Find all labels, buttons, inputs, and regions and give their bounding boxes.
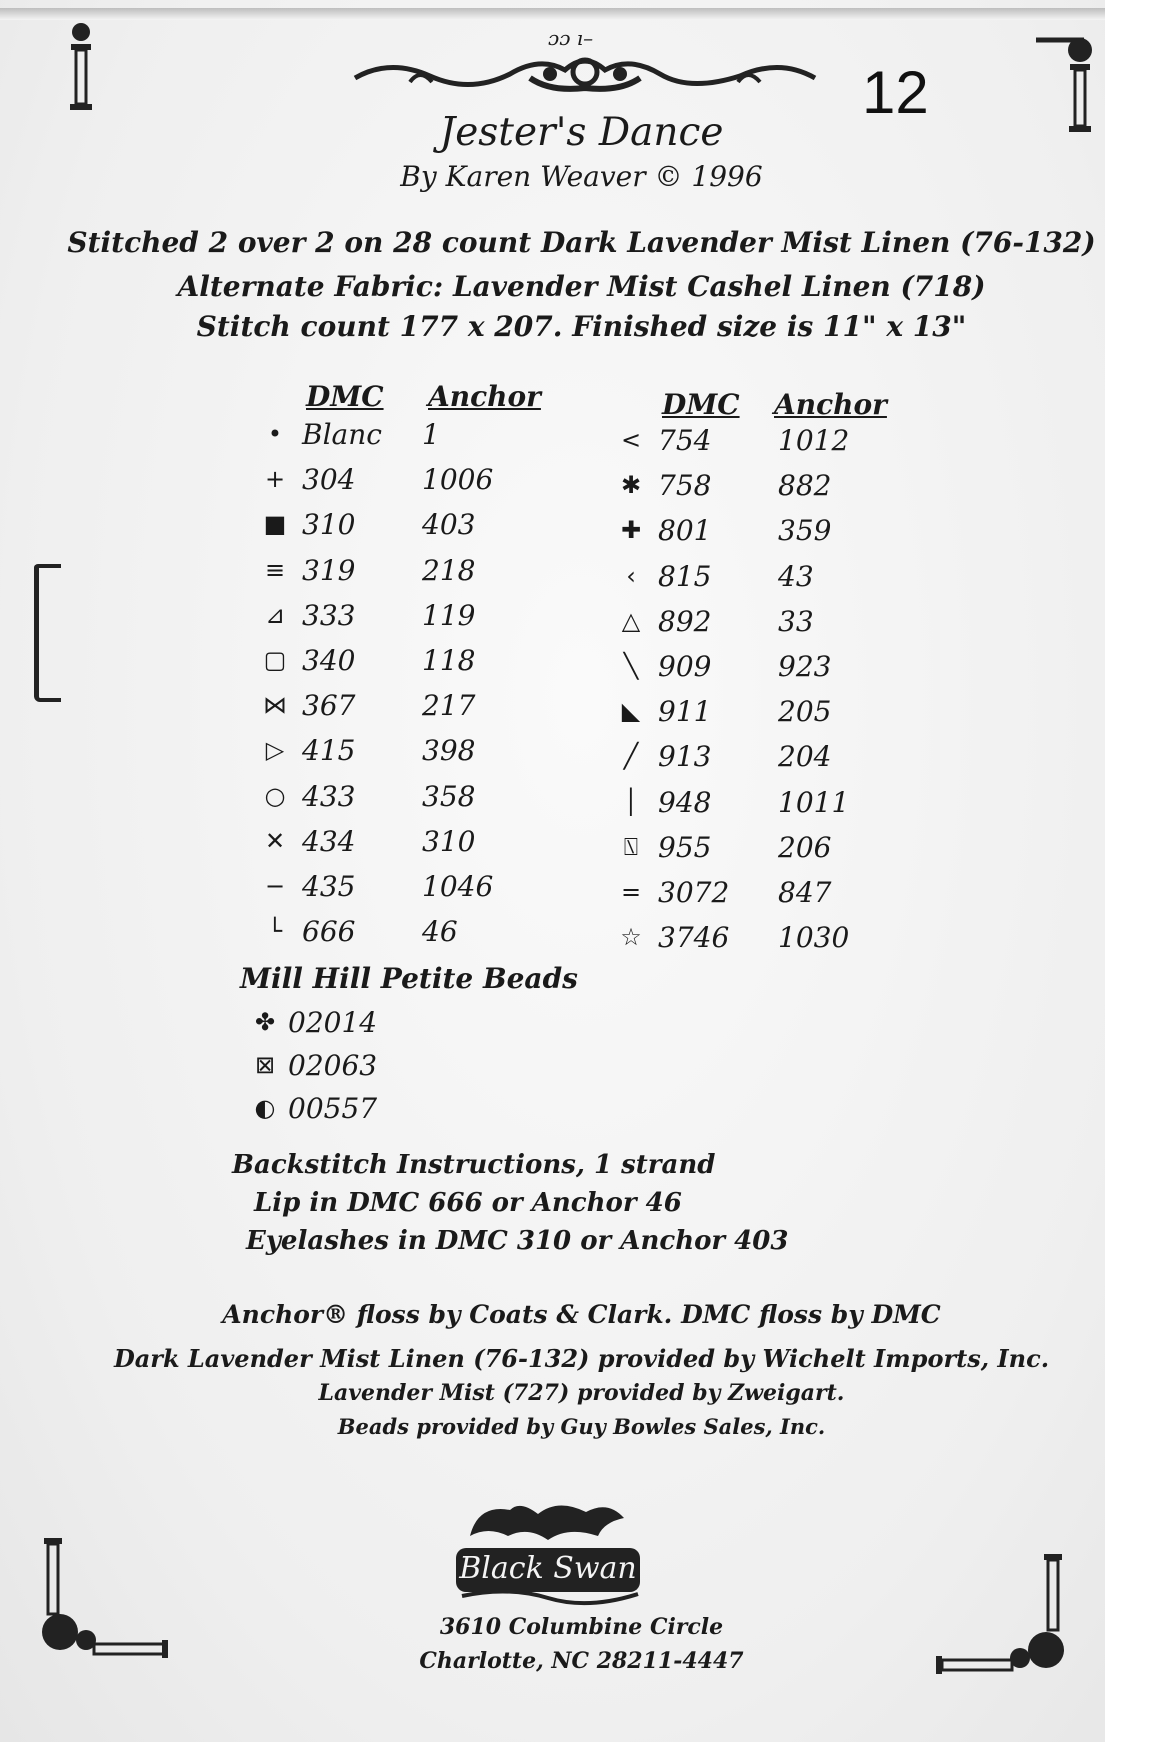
dmc-number: 3072 (658, 876, 730, 909)
stitch-symbol-icon: ⋈ (263, 691, 287, 720)
stitch-symbol-icon: ✚ (620, 516, 642, 545)
stitch-symbol-icon: ╱ (623, 742, 639, 771)
anchor-number: 33 (778, 604, 814, 638)
handwritten-page-number: 12 (862, 59, 929, 126)
dmc-number: 911 (658, 695, 712, 729)
dmc-number: 415 (302, 734, 356, 768)
anchor-number: 205 (778, 695, 832, 729)
dmc-number: 666 (302, 915, 356, 949)
fabric-info-line: Stitched 2 over 2 on 28 count Dark Lavender Mist Linen (76-132) (67, 226, 1096, 259)
handwritten-bracket-mark (34, 564, 61, 702)
bead-symbol-icon: ⊠ (254, 1051, 276, 1079)
backstitch-line: Eyelashes in DMC 310 or Anchor 403 (246, 1226, 789, 1256)
anchor-number: 204 (778, 740, 832, 774)
stitch-symbol-icon: ⊿ (264, 600, 286, 629)
anchor-number: 1030 (778, 921, 850, 955)
anchor-number: 206 (778, 830, 832, 864)
stitch-symbol-icon: • (267, 420, 283, 448)
dmc-number: 758 (658, 469, 712, 503)
bead-number: 00557 (288, 1092, 378, 1125)
stitch-symbol-icon: ▢ (263, 646, 287, 674)
stitch-symbol-icon: △ (621, 606, 641, 635)
credit-line: Dark Lavender Mist Linen (76-132) provided by Wichelt Imports, Inc. (113, 1344, 1050, 1373)
anchor-number: 847 (778, 876, 832, 909)
dmc-number: 433 (302, 779, 356, 813)
scan-top-edge (0, 8, 1110, 20)
address-street: 3610 Columbine Circle (439, 1614, 724, 1640)
anchor-number: 403 (422, 508, 476, 542)
left-anchor-header: Anchor (428, 380, 541, 413)
stitch-symbol-icon: ▷ (265, 736, 285, 765)
backstitch-title: Backstitch Instructions, 1 strand (232, 1150, 716, 1180)
anchor-number: 218 (422, 553, 476, 587)
stitch-symbol-icon: ⍂ (623, 832, 639, 861)
dmc-number: 367 (302, 689, 356, 723)
stitch-symbol-icon: └ (267, 917, 283, 946)
scroll-ornament-icon (350, 48, 820, 96)
dmc-number: 434 (302, 824, 356, 858)
anchor-number: 1011 (778, 785, 850, 819)
credit-line: Lavender Mist (727) provided by Zweigart. (318, 1380, 845, 1406)
anchor-number: 217 (422, 689, 476, 723)
dmc-number: 892 (658, 604, 712, 638)
corner-post-bottom-left-icon (38, 1536, 174, 1666)
anchor-number: 119 (422, 598, 476, 632)
pattern-title: Jester's Dance (439, 110, 724, 155)
anchor-number: 118 (422, 644, 476, 677)
black-swan-logo-icon (448, 1496, 648, 1606)
bead-number: 02014 (288, 1006, 378, 1039)
left-dmc-header: DMC (306, 380, 384, 413)
anchor-number: 43 (778, 559, 814, 593)
stitch-symbol-icon: ╲ (623, 652, 639, 680)
stitch-symbol-icon: │ (623, 787, 639, 816)
dmc-number: 304 (302, 463, 356, 497)
anchor-number: 923 (778, 650, 832, 683)
dmc-number: 913 (658, 740, 712, 774)
beads-title: Mill Hill Petite Beads (240, 962, 578, 995)
right-dmc-header: DMC (662, 388, 740, 421)
dmc-number: 319 (302, 553, 356, 587)
stitch-symbol-icon: ✱ (620, 471, 642, 500)
anchor-number: 310 (422, 824, 476, 858)
dmc-number: 801 (658, 514, 712, 548)
anchor-number: 1012 (778, 424, 850, 457)
right-anchor-header: Anchor (774, 388, 887, 421)
stitch-count-line: Stitch count 177 x 207. Finished size is 11" x 13" (196, 310, 967, 343)
corner-post-top-left-icon (66, 20, 96, 112)
stitch-symbol-icon: ○ (264, 781, 286, 810)
dmc-number: 754 (658, 424, 712, 457)
stitch-symbol-icon: ■ (263, 510, 287, 539)
dmc-number: Blanc (302, 418, 382, 451)
dmc-number: 310 (302, 508, 356, 542)
anchor-number: 1 (422, 418, 440, 451)
dmc-number: 815 (658, 559, 712, 593)
stitch-symbol-icon: + (264, 465, 286, 494)
dmc-number: 948 (658, 785, 712, 819)
backstitch-line: Lip in DMC 666 or Anchor 46 (254, 1188, 682, 1218)
bead-symbol-icon: ◐ (254, 1094, 276, 1122)
bead-number: 02063 (288, 1049, 378, 1082)
cropped-header-text: ɔɔ ı– (548, 26, 594, 50)
dmc-number: 909 (658, 650, 712, 683)
anchor-number: 882 (778, 469, 832, 503)
dmc-number: 333 (302, 598, 356, 632)
alternate-fabric-line: Alternate Fabric: Lavender Mist Cashel Linen (718) (177, 270, 986, 303)
credit-line: Anchor® floss by Coats & Clark. DMC floss by DMC (222, 1300, 941, 1329)
stitch-symbol-icon: = (620, 878, 642, 906)
address-city: Charlotte, NC 28211-4447 (419, 1648, 744, 1674)
stitch-symbol-icon: − (264, 872, 286, 900)
anchor-number: 1006 (422, 463, 494, 497)
anchor-number: 1046 (422, 870, 494, 903)
anchor-number: 398 (422, 734, 476, 768)
anchor-number: 359 (778, 514, 832, 548)
stitch-symbol-icon: ✕ (264, 826, 286, 855)
stitch-symbol-icon: ◣ (621, 697, 641, 726)
credit-line: Beads provided by Guy Bowles Sales, Inc. (337, 1414, 826, 1439)
bead-symbol-icon: ✤ (254, 1008, 276, 1036)
designer-byline: By Karen Weaver © 1996 (400, 160, 763, 193)
stitch-symbol-icon: ≡ (264, 555, 286, 584)
stitch-symbol-icon: ☆ (620, 923, 642, 952)
dmc-number: 955 (658, 830, 712, 864)
stitch-symbol-icon: < (620, 426, 642, 454)
dmc-number: 3746 (658, 921, 730, 955)
logo-text: Black Swan (459, 1551, 637, 1586)
stitch-symbol-icon: ‹ (626, 561, 636, 590)
dmc-number: 340 (302, 644, 356, 677)
anchor-number: 358 (422, 779, 476, 813)
dmc-number: 435 (302, 870, 356, 903)
anchor-number: 46 (422, 915, 458, 949)
